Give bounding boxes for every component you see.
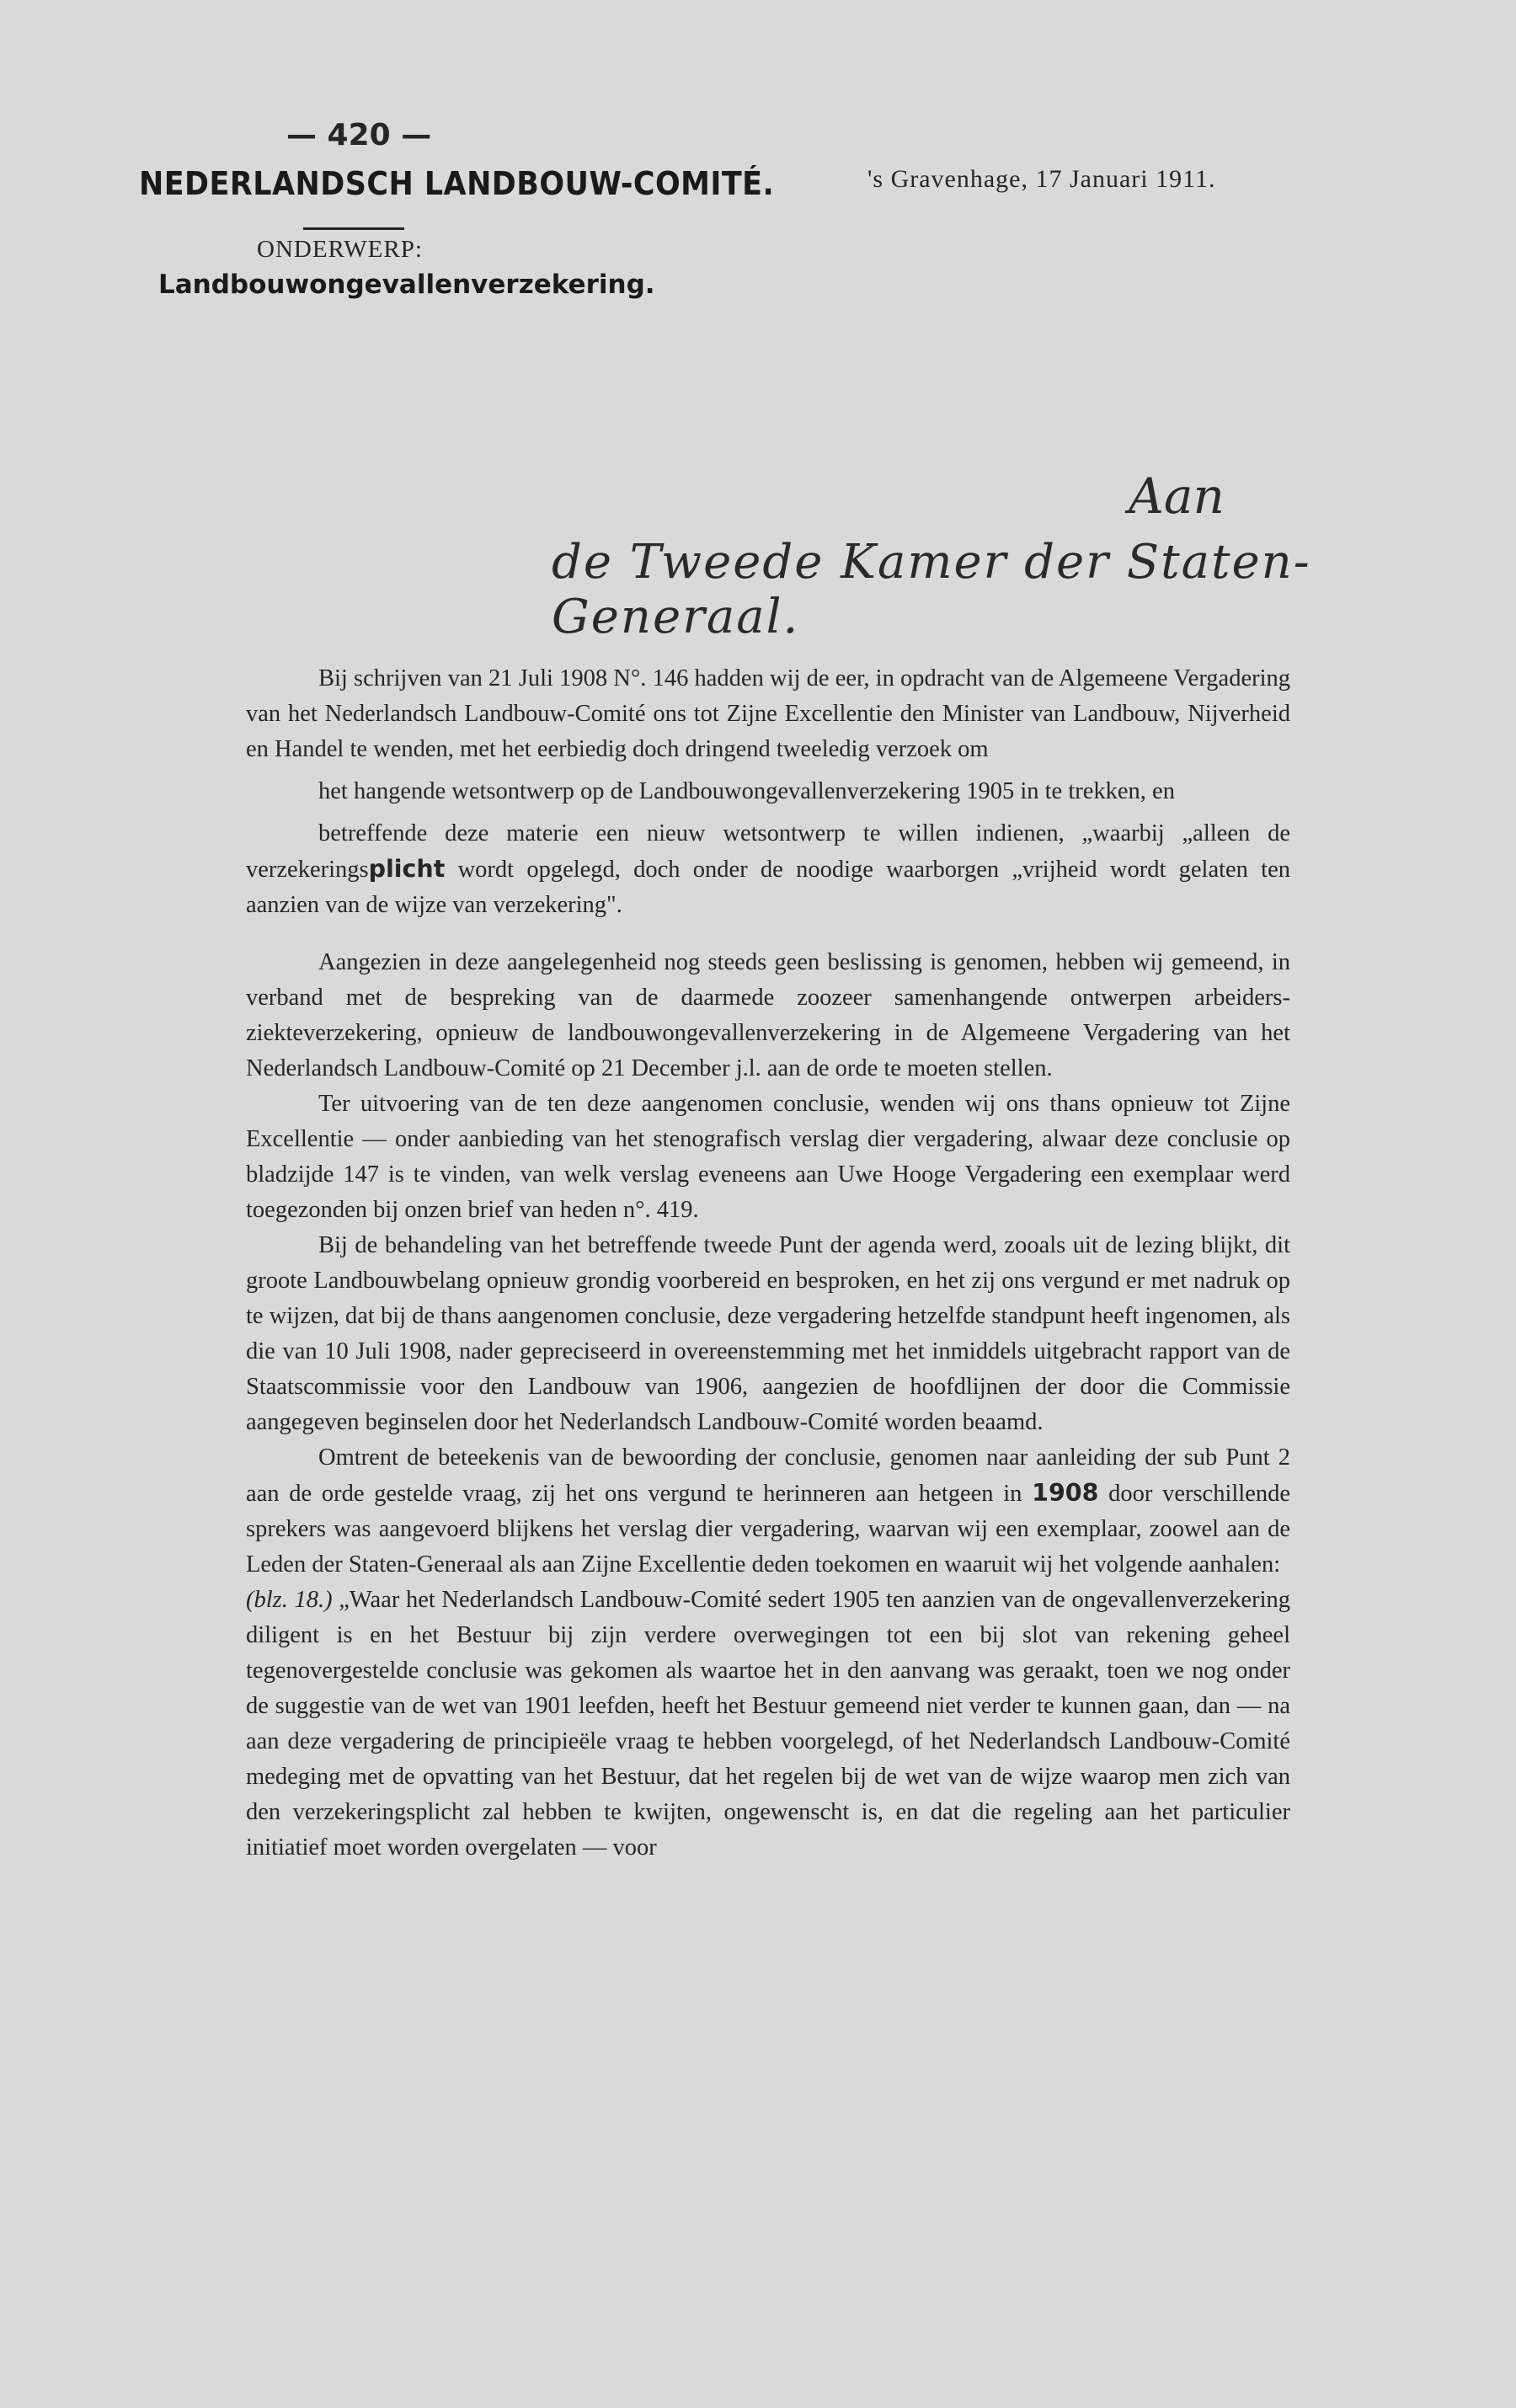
address-salutation: Aan [1129,467,1225,525]
organization-name: NEDERLANDSCH LANDBOUW-COMITÉ. [139,165,775,202]
text: „Waar het Nederlandsch Landbouw-Comité sedert 1905 ten aanzien van de ongevallenverzekering diligent is en het Bestuur bij zijn verdere overwegingen tot een bij slot van rekening geheel tegenovergestelde conclusie was gekomen als waartoe het in den aanvang was geraakt, toen we nog onder de suggestie van de wet van 1901 leefden, heeft het Bestuur gemeend niet verder te kunnen gaan, dan — na aan deze vergadering de principieële vraag te hebben voorgelegd, of het Nederlandsch Landbouw-Comité medeging met de opvatting van het Bestuur, dat het regelen bij de wet van de wijze waarop men zich van den verzekeringsplicht zal hebben te kwijten, ongewenscht is, en dat die regeling aan het particulier initiatief moet worden overgelaten — voor [246,1587,1290,1861]
paragraph [246,816,1290,923]
text: door verschillende sprekers was aangevoerd blijkens het verslag dier vergadering, waarvan wij een exemplaar, zoowel aan de Leden der Staten-Generaal als aan Zijne Excellentie deden toekomen en waaruit wij het volgende aanhalen: [246,1481,1290,1578]
paragraph: Aangezien in deze aangelegenheid nog steeds geen beslissing is genomen, hebben wij gemeend, in verband met de bespreking van de daarmede zoozeer samenhangende ontwerpen arbeiders-ziekteverzekering, opnieuw de landbouwongevallenverzekering in de Algemeene Vergadering van het Nederlandsch Landbouw-Comité op 21 December j.l. aan de orde te moeten stellen. [246,949,1290,1081]
emphasis: plicht [368,855,446,883]
letter-body [246,661,1290,1866]
paragraph: het hangende wetsontwerp op de Landbouwongevallenverzekering 1905 in te trekken, en [318,778,1175,804]
paragraph [246,1583,1290,1866]
emphasis: 1908 [1032,1479,1099,1507]
paragraph [246,1440,1290,1583]
subject: Landbouwongevallenverzekering. [158,270,655,300]
page-number: — 420 — [286,118,432,152]
paragraph: Bij schrijven van 21 Juli 1908 N°. 146 hadden wij de eer, in opdracht van de Algemeene Vergadering van het Nederlandsch Landbouw-Comité ons tot Zijne Excellentie den Minister van Landbouw, Nijverheid en Handel te wenden, met het eerbiedig doch dringend tweeledig verzoek om [246,665,1290,762]
subject-label: ONDERWERP: [257,236,423,263]
paragraph: Ter uitvoering van de ten deze aangenomen conclusie, wenden wij ons thans opnieuw tot Zijne Excellentie — onder aanbieding van het stenografisch verslag dier vergadering, alwaar deze conclusie op bladzijde 147 is te vinden, van welk verslag eveneens aan Uwe Hooge Vergadering een exemplaar werd toegezonden bij onzen brief van heden n°. 419. [246,1091,1290,1223]
text: betreffende deze materie een nieuw wetsontwerp te willen indienen, „waarbij „alleen de verzekerings [246,820,1290,883]
text: Omtrent de beteekenis van de bewoording der conclusie, genomen naar aanleiding der sub Punt 2 aan de orde gestelde vraag, zij het ons vergund te herinneren aan hetgeen in [246,1444,1290,1507]
place-date: 's Gravenhage, 17 Januari 1911. [867,165,1216,193]
paragraph: Bij de behandeling van het betreffende tweede Punt der agenda werd, zooals uit de lezing blijkt, dit groote Landbouwbelang opnieuw grondig voorbereid en besproken, en het zij ons vergund er met nadruk op te wijzen, dat bij de thans aangenomen conclusie, deze vergadering hetzelfde standpunt heeft ingenomen, als die van 10 Juli 1908, nader gepreciseerd in overeenstemming met het inmiddels uitgebracht rapport van de Staatscommissie voor den Landbouw van 1906, aangezien de hoofdlijnen der door die Commissie aangegeven beginselen door het Nederlandsch Landbouw-Comité worden beaamd. [246,1232,1290,1435]
address-recipient: de Tweede Kamer der Staten-Generaal. [552,535,1311,644]
divider [303,227,404,230]
page-reference: (blz. 18.) [246,1587,333,1613]
text: wordt opgelegd, doch onder de noodige waarborgen „vrijheid wordt gelaten ten aanzien van de wijze van verzekering". [246,857,1290,918]
